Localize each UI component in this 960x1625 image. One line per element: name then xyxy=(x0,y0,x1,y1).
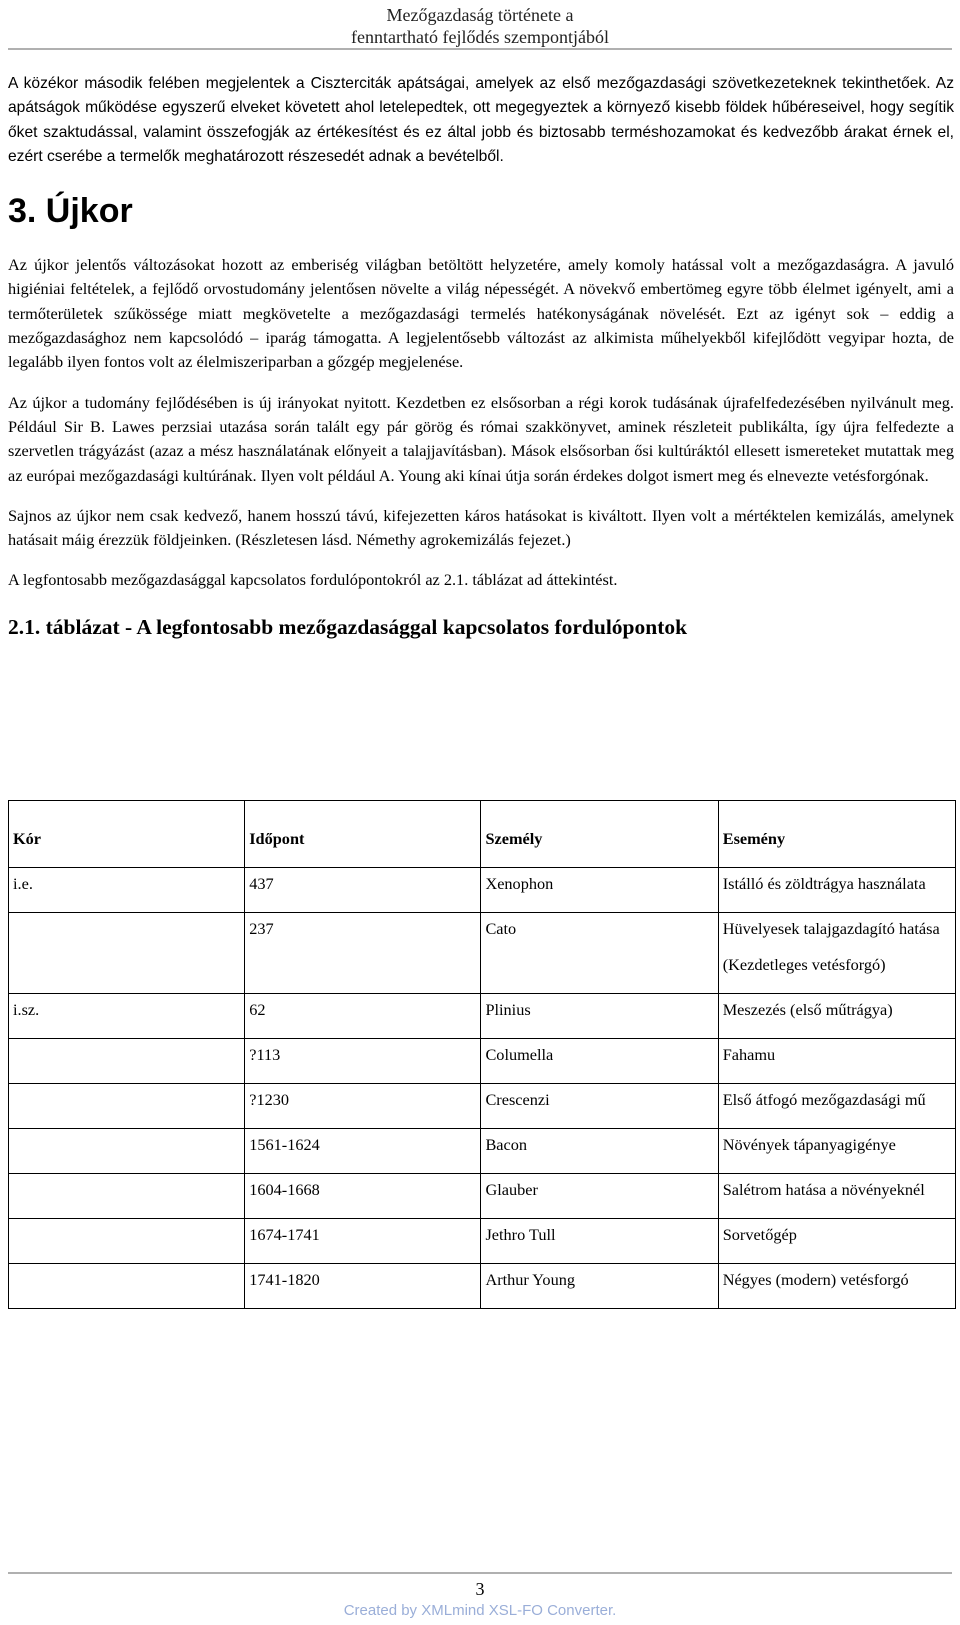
table-row xyxy=(9,1219,956,1264)
cell-date: 1741-1820 xyxy=(245,1264,481,1309)
cell-event: Istálló és zöldtrágya használata xyxy=(718,868,955,913)
header-era: Kór xyxy=(9,801,245,868)
cell-person: Jethro Tull xyxy=(481,1219,718,1264)
header-divider xyxy=(8,48,952,50)
cell-era: i.sz. xyxy=(9,994,245,1039)
cell-date: 1674-1741 xyxy=(245,1219,481,1264)
table-row xyxy=(9,913,956,994)
cell-event: Négyes (modern) vetésforgó xyxy=(718,1264,955,1309)
header-line-2: fenntartható fejlődés szempontjából xyxy=(351,27,609,47)
cell-event: Első átfogó mezőgazdasági mű xyxy=(718,1084,955,1129)
cell-event-note: (Kezdetleges vetésforgó) xyxy=(722,955,886,974)
cell-date: 237 xyxy=(245,913,481,994)
cell-person: Crescenzi xyxy=(481,1084,718,1129)
cell-event: Fahamu xyxy=(718,1039,955,1084)
header-date: Időpont xyxy=(245,801,481,868)
table-header-row xyxy=(9,801,956,868)
paragraph-changes: Az újkor jelentős változásokat hozott az emberiség világban betöltött helyzetére, amely komoly hatással volt a mezőgazdaságra. A javuló higiéniai feltételek, a fejlődő orvostudomány jelentősen növelte a világ népességét. A növekvő embertömeg egyre több élelmet igényelt, ami a termőterületek szűkössége miatt megkövetelte a mezőgazdasági termelés hatékonyságának növelését. Ezt az igényt sok – eddig a mezőgazdasághoz nem kapcsolódó – iparág támogatta. A legjelentősebb változást az alkimista műhelyekből kifejlődött vegyipar hozta, de legalább ilyen fontos volt az élelmiszeriparban a gőzgép megjelenése. xyxy=(8,255,954,372)
cell-person: Columella xyxy=(481,1039,718,1084)
table-row xyxy=(9,994,956,1039)
header-person: Személy xyxy=(481,801,718,868)
table-row xyxy=(9,1039,956,1084)
cell-era xyxy=(9,1084,245,1129)
cell-person: Plinius xyxy=(481,994,718,1039)
cell-era xyxy=(9,1039,245,1084)
table-row xyxy=(9,1129,956,1174)
page-body xyxy=(8,72,954,641)
footer-divider xyxy=(8,1572,952,1574)
cell-person: Arthur Young xyxy=(481,1264,718,1309)
cell-person: Bacon xyxy=(481,1129,718,1174)
cell-date: 1561-1624 xyxy=(245,1129,481,1174)
section-heading: 3. Újkor xyxy=(8,192,133,231)
cell-era xyxy=(9,1174,245,1219)
table-row xyxy=(9,1084,956,1129)
table-row xyxy=(9,868,956,913)
converter-credit: Created by XMLmind XSL-FO Converter. xyxy=(343,1602,617,1619)
cell-era: i.e. xyxy=(9,868,245,913)
cell-date: ?113 xyxy=(245,1039,481,1084)
cell-era xyxy=(9,1129,245,1174)
turning-points-table xyxy=(8,800,956,1309)
cell-event: Meszezés (első műtrágya) xyxy=(718,994,955,1039)
cell-date: 437 xyxy=(245,868,481,913)
cell-event: Növények tápanyagigénye xyxy=(718,1129,955,1174)
cell-person: Xenophon xyxy=(481,868,718,913)
cell-era xyxy=(9,913,245,994)
table-row xyxy=(9,1174,956,1219)
paragraph-science: Az újkor a tudomány fejlődésében is új irányokat nyitott. Kezdetben ez elsősorban a régi korok tudásának újrafelfedezésében nyilvánult meg. Például Sir B. Lawes perzsiai utazása során talált egy pár görög és római szakkönyvet, aminek részleteit publikálta, így újra felfedezte a szervetlen trágyázást (azaz a mész használatának előnyeit a talajjavításban). Mások elsősorban ősi kultúráktól ellesett ismereteket mutattak meg az európai mezőgazdasági kultúrának. Ilyen volt például A. Young aki kínai útja során érdekes dolgot ismert meg és elnevezte vetésforgónak. xyxy=(8,392,954,485)
header-event: Esemény xyxy=(718,801,955,868)
cell-era xyxy=(9,1219,245,1264)
cell-event: Salétrom hatása a növényeknél xyxy=(718,1174,955,1219)
cell-date: 1604-1668 xyxy=(245,1174,481,1219)
paragraph-table-reference: A legfontosabb mezőgazdasággal kapcsolatos fordulópontokról az 2.1. táblázat ad áttekintést. xyxy=(8,570,618,590)
cell-date: 62 xyxy=(245,994,481,1039)
header-line-1: Mezőgazdaság története a xyxy=(386,5,574,25)
intro-paragraph: A közékor második felében megjelentek a Ciszterciták apátságai, amelyek az első mezőgazdasági szövetkezeteknek tekinthetőek. Az apátságok működése egyszerű elveket követett ahol letelepedtek, ott megegyeztek a környező kisebb földek hűbéreseivel, hogy segítik őket szaktudással, valamint összefogják az értékesítést és ez által jobb és biztosabb terméshozamokat és kedvezőbb árakat érnek el, ezért cserébe a termelők meghatározott részesedét adnak a bevételből. xyxy=(8,75,954,165)
cell-date: ?1230 xyxy=(245,1084,481,1129)
page-number: 3 xyxy=(475,1579,485,1599)
cell-person: Cato xyxy=(481,913,718,994)
table-row xyxy=(9,1264,956,1309)
cell-era xyxy=(9,1264,245,1309)
cell-person: Glauber xyxy=(481,1174,718,1219)
cell-event: Hüvelyesek talajgazdagító hatása (Kezdetleges vetésforgó) xyxy=(718,913,955,994)
running-header xyxy=(0,4,960,48)
cell-event: Sorvetőgép xyxy=(718,1219,955,1264)
table-title: 2.1. táblázat - A legfontosabb mezőgazdasággal kapcsolatos fordulópontok xyxy=(8,614,688,639)
paragraph-harmful-effects: Sajnos az újkor nem csak kedvező, hanem hosszú távú, kifejezetten káros hatásokat is kiváltott. Ilyen volt a mértéktelen kemizálás, amelynek hatásait máig érezzük földjeinken. (Részletesen lásd. Némethy agrokemizálás fejezet.) xyxy=(8,505,954,550)
